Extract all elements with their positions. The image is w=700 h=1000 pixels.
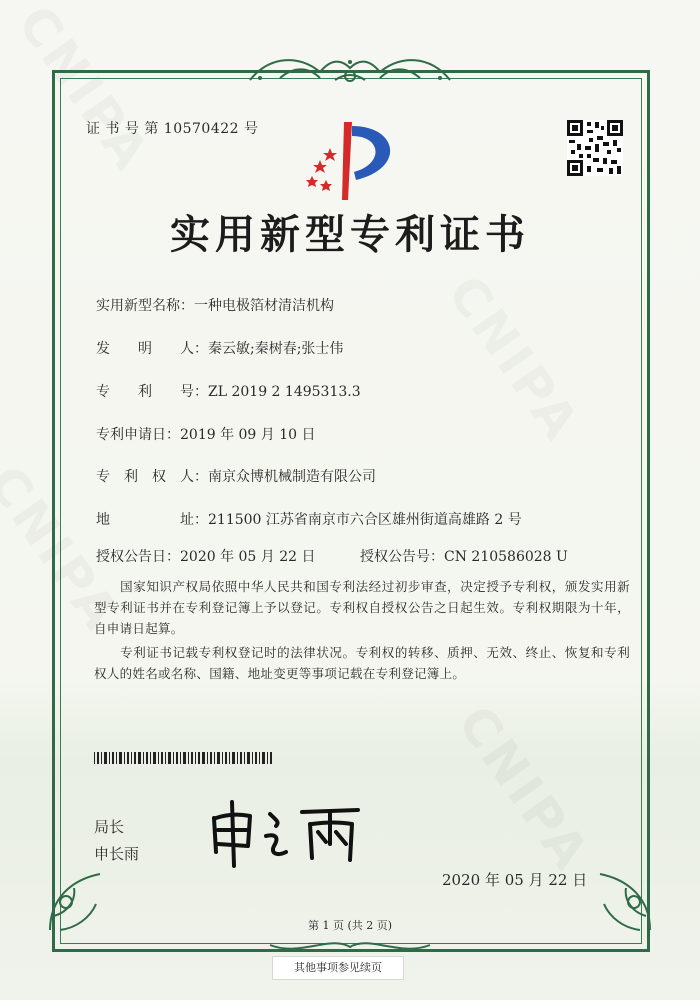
field-value: 2019 年 09 月 10 日: [180, 427, 316, 443]
director-name: 申长雨: [94, 845, 140, 863]
field-value: 2020 年 05 月 22 日: [180, 549, 316, 565]
patent-number-row: [96, 381, 361, 401]
patentee-row: [96, 466, 376, 486]
field-value: CN 210586028 U: [444, 549, 568, 565]
filing-date-row: [96, 424, 316, 444]
signature-date: 2020 年 05 月 22 日: [442, 871, 588, 889]
grant-number-row: [360, 546, 568, 566]
field-value: 一种电极箔材清洁机构: [194, 298, 334, 314]
field-label: 发 明 人：: [96, 341, 208, 357]
field-label: 专 利 权 人：: [96, 469, 208, 485]
address-row: [96, 509, 522, 529]
certificate-number: 证 书 号 第 10570422 号: [86, 121, 259, 137]
cnipa-logo-icon: [298, 118, 410, 200]
top-ornament-icon: [240, 50, 460, 90]
field-value: ZL 2019 2 1495313.3: [208, 384, 361, 400]
page-number: 第 1 页 (共 2 页): [307, 919, 393, 932]
signature-icon: [206, 796, 381, 868]
field-label: 专利申请日：: [96, 427, 180, 443]
field-label: 授权公告号：: [360, 549, 444, 565]
bottom-ornament-icon: [260, 935, 440, 957]
footer-note: 其他事项参见续页: [272, 956, 404, 980]
field-value: 211500 江苏省南京市六合区雄州街道高雄路 2 号: [208, 512, 522, 528]
qr-code-icon: [567, 120, 623, 176]
inventor-row: [96, 338, 343, 358]
field-label: 地 址：: [96, 512, 208, 528]
field-value: 南京众博机械制造有限公司: [208, 469, 376, 485]
field-label: 授权公告日：: [96, 549, 180, 565]
field-label: 实用新型名称：: [96, 298, 194, 314]
field-label: 专 利 号：: [96, 384, 208, 400]
grant-date-row: [96, 546, 316, 566]
certificate-title: 实用新型专利证书: [170, 211, 530, 258]
field-value: 秦云敏;秦树春;张士伟: [208, 341, 344, 357]
utility-model-name-row: [96, 295, 334, 315]
legal-paragraph: 专利证书记载专利权登记时的法律状况。专利权的转移、质押、无效、终止、恢复和专利权人的姓名或名称、国籍、地址变更等事项记载在专利登记簿上。: [94, 645, 630, 681]
legal-paragraph: 国家知识产权局依照中华人民共和国专利法经过初步审查，决定授予专利权，颁发实用新型专利证书并在专利登记簿上予以登记。专利权自授权公告之日起生效。专利权期限为十年，自申请日起算。: [94, 579, 630, 636]
director-title: 局长: [94, 818, 125, 836]
barcode-icon: [94, 752, 274, 764]
